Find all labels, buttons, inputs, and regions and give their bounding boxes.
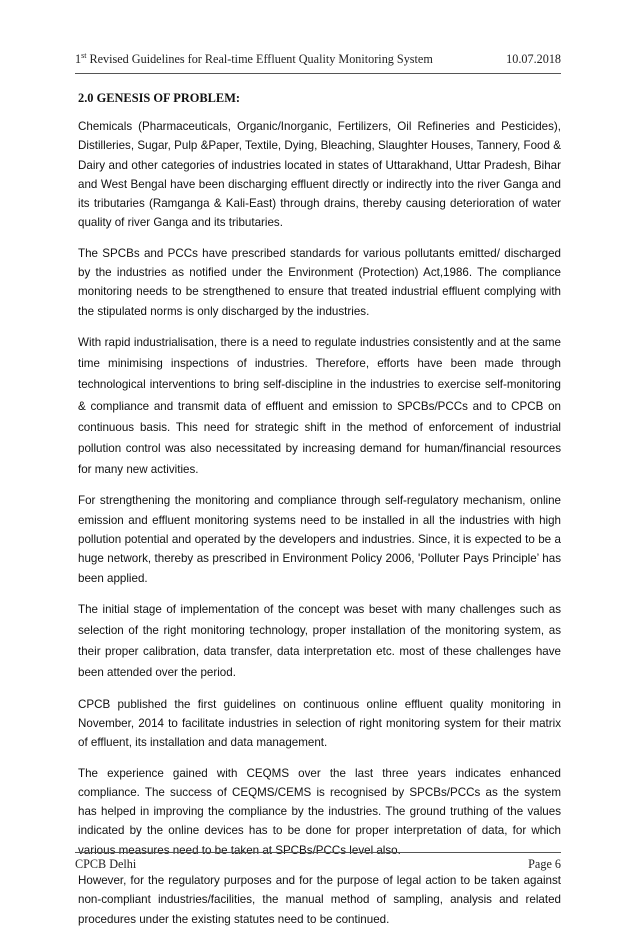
paragraph-3: With rapid industrialisation, there is a need to regulate industries consistently and at the same time minimising inspections of industries. Therefore, efforts have been made through technological interventions to bring self-discipline in the industries to exercise self-monitoring & compliance and transmit data of effluent and emission to SPCBs/PCCs and to CPCB on continuous basis. This need for strategic shift in the method of enforcement of industrial pollution control was also necessitated by increasing demand for human/financial resources for many new activities. xyxy=(78,335,561,477)
page-footer xyxy=(75,852,561,874)
footer-org: CPCB Delhi xyxy=(75,857,137,871)
section-heading: 2.0 GENESIS OF PROBLEM: xyxy=(78,91,241,105)
paragraph-5: The initial stage of implementation of the concept was beset with many challenges such as selection of the right monitoring technology, proper installation of the monitoring system, as their proper calibration, data transfer, data interpretation etc. most of these challenges have been attended over the period. xyxy=(78,602,561,680)
header-title-sup: st xyxy=(81,50,87,60)
paragraph-1: Chemicals (Pharmaceuticals, Organic/Inorganic, Fertilizers, Oil Refineries and Pesticides), Distilleries, Sugar, Pulp &Paper, Textile, Dying, Bleaching, Slaughter Houses, Tannery, Food & Dairy and other categories of industries located in states of Uttarakhand, Uttar Pradesh, Bihar and West Bengal have been discharging effluent directly or indirectly into the river Ganga and its tributaries (Ramganga & Kali-East) through drains, thereby causing deterioration of water quality of river Ganga and its tributaries. xyxy=(78,120,561,230)
paragraph-8: However, for the regulatory purposes and for the purpose of legal action to be taken against non-compliant industries/facilities, the manual method of sampling, analysis and related procedures under the existing statutes need to be continued. xyxy=(78,874,561,926)
footer-page-number: Page 6 xyxy=(528,857,561,871)
header-title xyxy=(75,52,433,67)
header-title-rest: Revised Guidelines for Real-time Effluent Quality Monitoring System xyxy=(86,52,433,66)
header-title-prefix: 1 xyxy=(75,52,82,66)
paragraph-4: For strengthening the monitoring and compliance through self-regulatory mechanism, online emission and effluent monitoring systems need to be installed in all the industries with high pollution potential and operated by the developers and industries. Since, it is expected to be a huge network, thereby as prescribed in Environment Policy 2006, 'Polluter Pays Principle’ has been applied. xyxy=(78,494,561,585)
page-header xyxy=(75,52,561,74)
body-text xyxy=(78,117,561,940)
paragraph-6: CPCB published the first guidelines on continuous online effluent quality monitoring in November, 2014 to facilitate industries in selection of right monitoring system for their matrix of effluent, its installation and data management. xyxy=(78,697,561,750)
paragraph-7: The experience gained with CEQMS over the last three years indicates enhanced compliance. The success of CEQMS/CEMS is recognised by SPCBs/PCCs as the system has helped in improving the compliance by the industries. The ground truthing of the values indicated by the online devices has to be done for proper interpretation of data, for which various measures need to be taken at SPCBs/PCCs level also. xyxy=(78,766,561,857)
paragraph-2: The SPCBs and PCCs have prescribed standards for various pollutants emitted/ discharged by the industries as notified under the Environment (Protection) Act,1986. The compliance monitoring needs to be strengthened to ensure that treated industrial effluent complying with the stipulated norms is only discharged by the industries. xyxy=(78,246,561,318)
header-date: 10.07.2018 xyxy=(506,52,561,66)
